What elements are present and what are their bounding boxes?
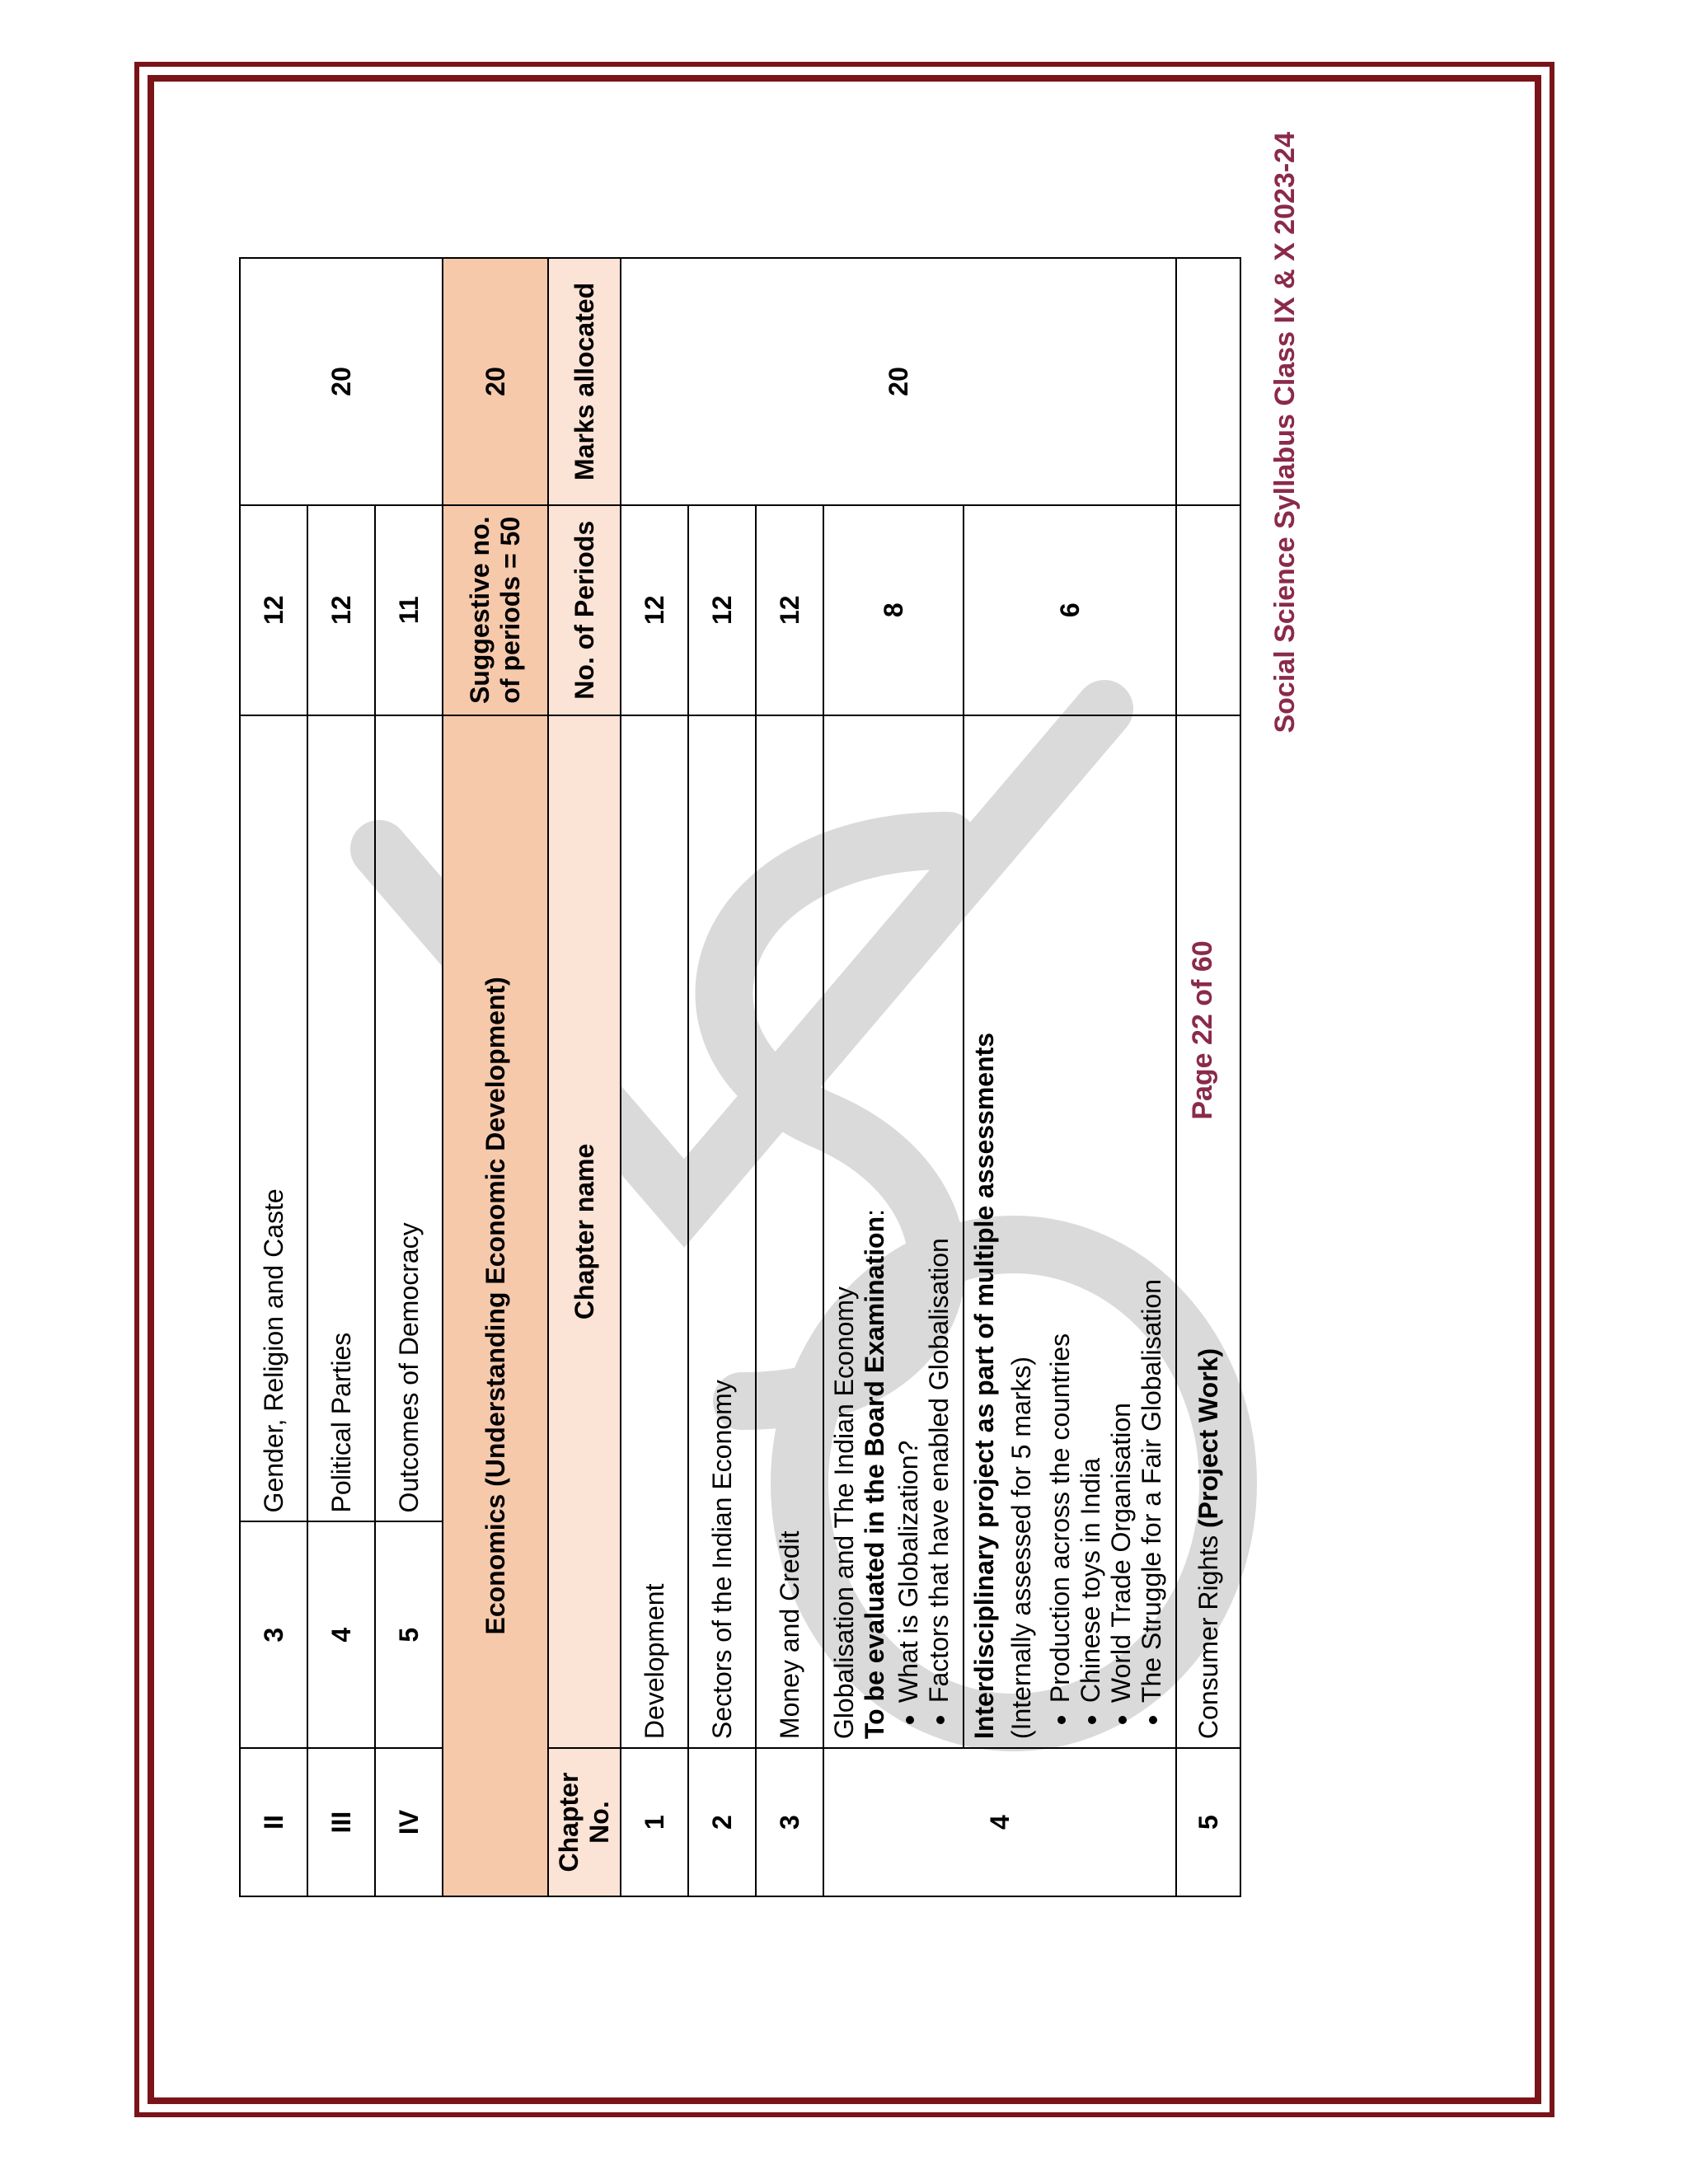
syllabus-title: Social Science Syllabus Class IX & X 2023-24: [1269, 132, 1301, 733]
table-row: [443, 258, 548, 1896]
periods-value: 6: [964, 505, 1176, 715]
chapter-number: 3: [756, 1748, 823, 1896]
list-item: • The Struggle for a Fair Globalisation: [1137, 724, 1167, 1703]
col-chapter-name: Chapter name: [548, 715, 621, 1748]
list-item: • Production across the countries: [1045, 724, 1076, 1703]
table-row: [240, 258, 307, 1896]
chapter-name: Gender, Religion and Caste: [240, 715, 307, 1522]
board-topics-list: [893, 724, 954, 1739]
periods-value: 11: [375, 505, 443, 715]
unit-roman: III: [307, 1748, 375, 1896]
chapter-number: 2: [688, 1748, 756, 1896]
periods-value: 8: [823, 505, 964, 715]
chapter-4-project-cell: [964, 715, 1176, 1748]
project-title: Interdisciplinary project as part of multiple assessments: [969, 1032, 999, 1740]
chapter-name: Money and Credit: [756, 715, 823, 1748]
project-note: (Internally assessed for 5 marks): [1006, 1356, 1036, 1740]
unit-roman: II: [240, 1748, 307, 1896]
periods-value: 12: [307, 505, 375, 715]
chapter-number: 5: [375, 1521, 443, 1748]
chapter-number: 3: [240, 1521, 307, 1748]
table-row: [621, 258, 688, 1896]
chapter-name: Political Parties: [307, 715, 375, 1522]
project-work-label: (Project Work): [1193, 1347, 1223, 1528]
chapter-number: 5: [1176, 1748, 1240, 1896]
rotated-page: [214, 82, 1327, 1978]
unit-roman: IV: [375, 1748, 443, 1896]
suggestive-periods: Suggestive no. of periods = 50: [443, 505, 548, 715]
list-item: • World Trade Organisation: [1106, 724, 1137, 1703]
list-item: • Factors that have enabled Globalisation: [924, 724, 954, 1703]
board-evaluation-colon: :: [860, 1208, 889, 1216]
chapter-number: 4: [823, 1748, 1176, 1896]
periods-value: 12: [621, 505, 688, 715]
page-number: Page 22 of 60: [1187, 940, 1218, 1120]
col-marks: Marks allocated: [548, 258, 621, 505]
chapter-name: Sectors of the Indian Economy: [688, 715, 756, 1748]
economics-section-title: Economics (Understanding Economic Development): [443, 715, 548, 1896]
periods-value: 12: [756, 505, 823, 715]
chapter-4-board-cell: [823, 715, 964, 1748]
chapter-name: Globalisation and The Indian Economy: [829, 1286, 859, 1740]
col-periods: No. of Periods: [548, 505, 621, 715]
chapter-name: Development: [621, 715, 688, 1748]
chapter-number: 1: [621, 1748, 688, 1896]
economics-marks: 20: [443, 258, 548, 505]
project-topics-list: [1045, 724, 1167, 1739]
chapter-name: Outcomes of Democracy: [375, 715, 443, 1522]
marks-value: 20: [621, 258, 1176, 505]
list-item: • What is Globalization?: [893, 724, 924, 1703]
table-header-row: [548, 258, 621, 1896]
periods-value: 12: [688, 505, 756, 715]
chapter-number: 4: [307, 1521, 375, 1748]
col-chapter-no: Chapter No.: [548, 1748, 621, 1896]
board-evaluation-note: [860, 724, 890, 1739]
board-evaluation-label: To be evaluated in the Board Examination: [860, 1216, 889, 1740]
list-item: • Chinese toys in India: [1076, 724, 1106, 1703]
syllabus-table: [239, 257, 1241, 1897]
periods-value: 12: [240, 505, 307, 715]
marks-value: 20: [240, 258, 443, 505]
chapter-name-text: Consumer Rights: [1193, 1527, 1223, 1740]
